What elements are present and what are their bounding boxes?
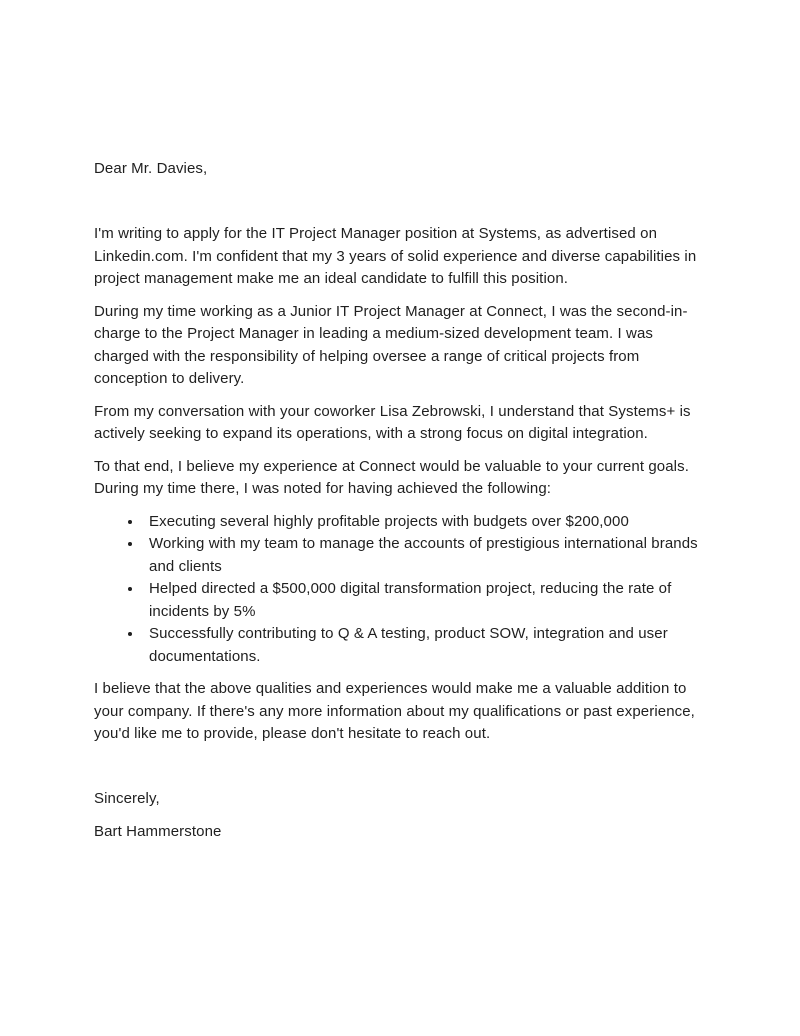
blank-line <box>94 191 707 214</box>
closing: Sincerely, <box>94 790 160 807</box>
achievements-list <box>94 511 707 669</box>
paragraph-referral: From my conversation with your coworker Lisa Zebrowski, I understand that Systems+ is actively seeking to expand its operations, with a strong focus on digital integration. <box>94 402 691 442</box>
paragraph-achievements-intro: To that end, I believe my experience at Connect would be valuable to your current goals. During my time there, I was noted for having achieved the following: <box>94 457 689 497</box>
blank-line <box>94 756 707 779</box>
list-item: • Executing several highly profitable projects with budgets over $200,000 <box>143 511 707 534</box>
list-item: • Working with my team to manage the accounts of prestigious international brands and clients <box>143 533 707 578</box>
paragraph-introduction: I'm writing to apply for the IT Project Manager position at Systems, as advertised on Linkedin.com. I'm confident that my 3 years of solid experience and diverse capabilities in project management make me an ideal candidate to fulfill this position. <box>94 225 697 287</box>
signature: Bart Hammerstone <box>94 822 222 840</box>
salutation: Dear Mr. Davies, <box>94 160 208 177</box>
list-item: • Successfully contributing to Q & A testing, product SOW, integration and user documentations. <box>143 623 707 668</box>
paragraph-conclusion: I believe that the above qualities and experiences would make me a valuable addition to your company. If there's any more information about my qualifications or past experience, you'd like me to provide, please don't hesitate to reach out. <box>94 680 695 742</box>
list-item: • Helped directed a $500,000 digital transformation project, reducing the rate of incidents by 5% <box>143 578 707 623</box>
paragraph-experience: During my time working as a Junior IT Project Manager at Connect, I was the second-in-charge to the Project Manager in leading a medium-sized development team. I was charged with the responsibility of helping oversee a range of critical projects from conception to delivery. <box>94 302 688 387</box>
